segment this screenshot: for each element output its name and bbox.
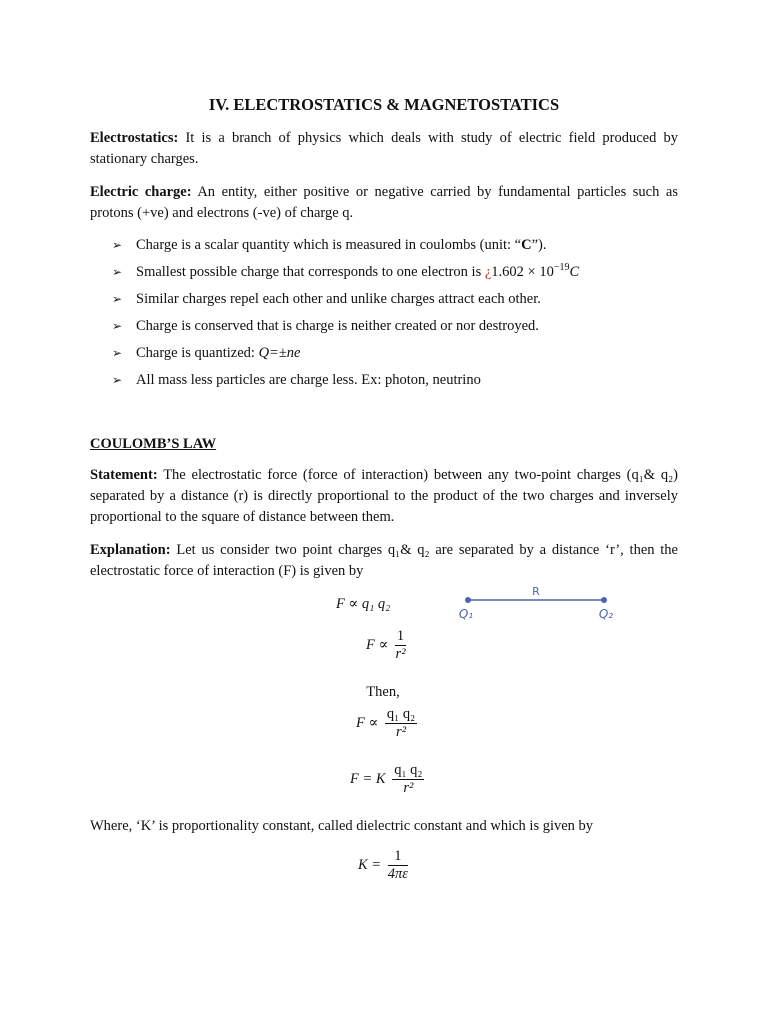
fraction — [395, 628, 406, 663]
list-item — [90, 343, 678, 370]
arrow-bullet-icon: ➢ — [112, 265, 123, 279]
list-item — [90, 262, 678, 289]
list-item — [90, 235, 678, 262]
electron-charge-exponent: −19 — [553, 262, 570, 274]
bullet-bold-unit: C — [521, 237, 532, 253]
bullet-text-end: ”). — [531, 237, 547, 253]
fraction — [385, 706, 417, 741]
statement-label: Statement: — [90, 467, 158, 483]
equation-force-proportional-charges: F ∝ q₁ q₂ — [336, 596, 391, 612]
electric-charge-label: Electric charge: — [90, 184, 192, 200]
stray-glyph: ¿ — [484, 264, 492, 280]
coulombs-law-statement — [90, 465, 678, 528]
fraction-denominator: r² — [395, 646, 406, 662]
equation-lhs: F = K — [350, 770, 386, 787]
fraction-numerator: q₁ q₂ — [386, 706, 416, 722]
fraction — [392, 762, 424, 797]
quantization-formula: Q=±ne — [258, 345, 301, 361]
fraction-numerator: q₁ q₂ — [394, 762, 423, 778]
fraction-denominator: r² — [396, 724, 407, 740]
list-item — [90, 289, 678, 316]
electric-charge-definition — [90, 182, 678, 224]
where-text: Where, ‘K’ is proportionality constant, called dielectric constant and which is given by — [90, 818, 594, 834]
fraction-denominator: r² — [403, 780, 414, 796]
coulombs-law-heading: COULOMB’S LAW — [90, 436, 217, 452]
electrostatics-text: It is a branch of physics which deals with study of electric field produced by stationary charges. — [90, 130, 678, 167]
distance-label: R — [532, 585, 540, 598]
equation-force-inverse-square — [366, 628, 406, 663]
bullet-text: Charge is a scalar quantity which is measured in coulombs (unit: “ — [136, 237, 522, 253]
fraction-denominator: 4πε — [387, 866, 408, 882]
fraction-numerator: 1 — [396, 628, 405, 644]
bullet-text: All mass less particles are charge less. Ex: photon, neutrino — [136, 372, 481, 388]
electrostatics-definition — [90, 128, 678, 170]
two-charges-diagram — [452, 584, 632, 624]
electrostatics-label: Electrostatics: — [90, 130, 179, 146]
charge-q2-label: Q₂ — [598, 607, 614, 621]
page-title: IV. ELECTROSTATICS & MAGNETOSTATICS — [208, 95, 560, 114]
bullet-text: Charge is conserved that is charge is neither created or nor destroyed. — [136, 318, 539, 334]
equation-constant-k — [358, 848, 408, 883]
equation-lhs: F ∝ — [366, 636, 389, 653]
electron-charge-value: 1.602 × 10 — [491, 264, 554, 280]
arrow-bullet-icon: ➢ — [112, 319, 123, 333]
list-item — [90, 370, 678, 397]
electron-charge-unit: C — [569, 264, 580, 280]
bullet-text: Charge is quantized: — [136, 345, 259, 361]
bullet-text: Similar charges repel each other and unlike charges attract each other. — [136, 291, 541, 307]
charge-q1-label: Q₁ — [458, 607, 474, 621]
coulombs-law-explanation — [90, 540, 678, 582]
arrow-bullet-icon: ➢ — [112, 292, 123, 306]
then-text: Then, — [366, 684, 400, 700]
arrow-bullet-icon: ➢ — [112, 238, 123, 252]
equation-lhs: F ∝ — [356, 714, 379, 731]
electric-charge-text: An entity, either positive or negative carried by fundamental particles such as protons (+ve) and electrons (-ve) of charge q. — [90, 184, 678, 221]
charge-properties-list — [90, 235, 678, 397]
bullet-text: Smallest possible charge that corresponds to one electron is — [136, 264, 485, 280]
equation-force-combined — [356, 706, 417, 741]
charge-q1-point — [465, 597, 471, 603]
arrow-bullet-icon: ➢ — [112, 346, 123, 360]
statement-text: The electrostatic force (force of interaction) between any two-point charges (q₁& q₂) separated by a distance (r) is directly proportional to the product of the two charges and inversely proportional to the square of distance between them. — [90, 467, 678, 525]
fraction-numerator: 1 — [388, 848, 408, 866]
equation-lhs: K = — [358, 856, 382, 873]
explanation-label: Explanation: — [90, 542, 171, 558]
explanation-text: Let us consider two point charges q₁& q₂ are separated by a distance ‘r’, then the electrostatic force of interaction (F) is given by — [90, 542, 678, 579]
equation-coulombs-law — [350, 762, 424, 797]
charge-q2-point — [601, 597, 607, 603]
arrow-bullet-icon: ➢ — [112, 373, 123, 387]
list-item — [90, 316, 678, 343]
fraction — [388, 848, 408, 883]
